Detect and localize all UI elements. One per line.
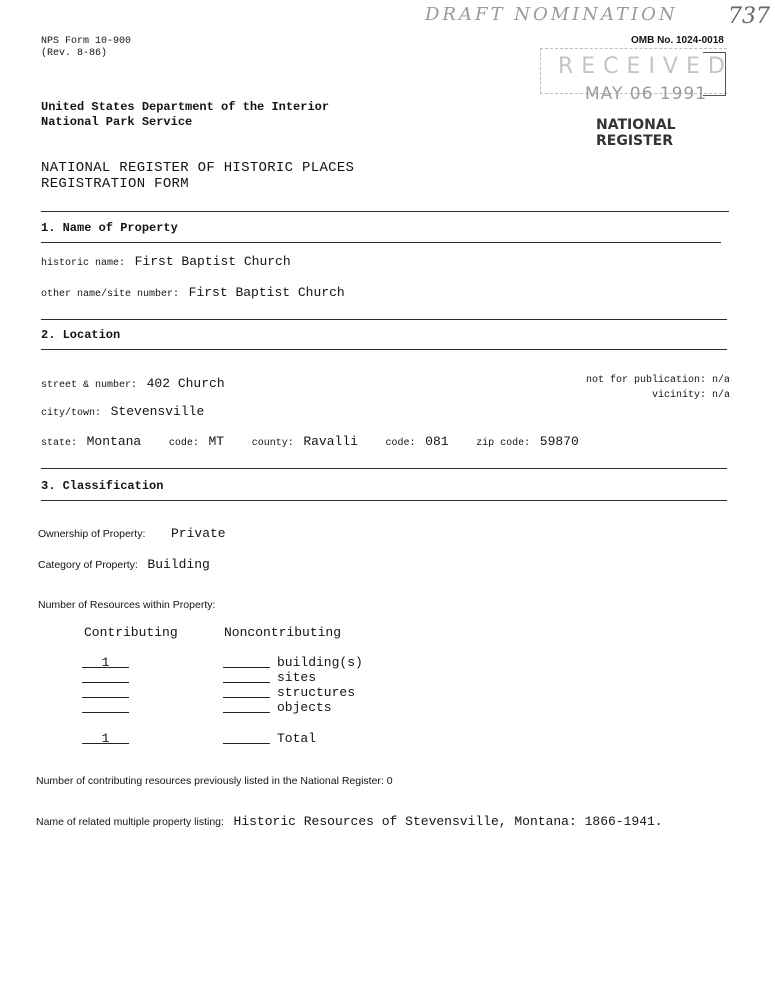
previously-listed-label: Number of contributing resources previously listed in the National Register: — [36, 775, 384, 787]
received-stamp — [540, 48, 733, 104]
stamp-national: NATIONAL — [596, 117, 676, 133]
stamp-register: REGISTER — [596, 133, 674, 149]
ownership-value: Private — [171, 526, 226, 541]
blank-line — [82, 697, 129, 698]
received-stamp-text: RECEIVED — [558, 54, 733, 79]
county-label: county: — [251, 438, 294, 449]
zip-value: 59870 — [539, 434, 579, 449]
section-rule — [41, 242, 721, 243]
county-code-value: 081 — [425, 434, 449, 449]
other-name-row — [41, 283, 345, 301]
form-title-line2: REGISTRATION FORM — [41, 176, 189, 192]
not-for-publication: not for publication: n/a — [585, 375, 730, 386]
contributing-total: 1 — [101, 731, 110, 746]
section-2-heading: 2. Location — [41, 328, 121, 342]
category-label: Category of Property: — [38, 559, 138, 571]
contributing-count: 1 — [101, 655, 110, 670]
county-value: Ravalli — [303, 434, 358, 449]
section-3-heading: 3. Classification — [41, 479, 164, 493]
historic-name-row — [41, 252, 291, 270]
contributing-header: Contributing — [84, 625, 178, 640]
department-name: United States Department of the Interior — [41, 100, 330, 114]
previously-listed-row — [36, 775, 393, 787]
county-code-label: code: — [385, 438, 416, 449]
multiple-listing-label: Name of related multiple property listing: — [36, 816, 224, 828]
blank-line — [223, 682, 270, 683]
street-value: 402 Church — [146, 376, 225, 391]
service-name: National Park Service — [41, 115, 193, 129]
section-rule — [41, 500, 727, 501]
state-label: state: — [41, 438, 78, 449]
handwritten-number: 737 — [728, 4, 770, 29]
section-rule — [41, 211, 729, 212]
multiple-listing-value: Historic Resources of Stevensville, Montana: 1866-1941. — [233, 814, 663, 829]
blank-line — [82, 712, 129, 713]
street-row — [41, 374, 225, 392]
blank-line — [82, 743, 129, 744]
city-row — [41, 402, 204, 420]
category-value: Building — [147, 557, 210, 572]
other-name-value: First Baptist Church — [188, 285, 345, 300]
blank-line — [223, 667, 270, 668]
ownership-label: Ownership of Property: — [38, 528, 146, 540]
section-rule — [41, 468, 727, 469]
total-label: Total — [277, 731, 317, 746]
state-value: Montana — [86, 434, 142, 449]
street-label: street & number: — [41, 380, 138, 391]
zip-label: zip code: — [476, 438, 531, 449]
state-row — [41, 432, 579, 450]
resource-label: structures — [277, 685, 356, 700]
omb-number: OMB No. 1024-0018 — [631, 35, 724, 46]
historic-name-value: First Baptist Church — [134, 254, 291, 269]
blank-line — [82, 667, 129, 668]
previously-listed-value: 0 — [386, 775, 393, 787]
stamp-date: MAY 06 1991 — [585, 84, 708, 104]
category-row — [38, 555, 210, 573]
blank-line — [82, 682, 129, 683]
historic-name-label: historic name: — [41, 258, 126, 269]
ownership-row — [38, 524, 226, 542]
vicinity: vicinity: n/a — [651, 390, 730, 401]
resource-label: building(s) — [277, 655, 363, 670]
other-name-label: other name/site number: — [41, 289, 180, 300]
section-1-heading: 1. Name of Property — [41, 221, 178, 235]
state-code-label: code: — [168, 438, 199, 449]
form-revision: (Rev. 8-86) — [41, 48, 108, 59]
blank-line — [223, 697, 270, 698]
resource-label: sites — [277, 670, 317, 685]
multiple-listing-row — [36, 812, 663, 830]
blank-line — [223, 743, 270, 744]
form-title-line1: NATIONAL REGISTER OF HISTORIC PLACES — [41, 160, 355, 176]
city-value: Stevensville — [110, 404, 205, 419]
noncontributing-header: Noncontributing — [224, 625, 342, 640]
handwritten-annotation: DRAFT NOMINATION — [425, 4, 678, 25]
section-rule — [41, 319, 727, 320]
state-code-value: MT — [208, 434, 225, 449]
section-rule — [41, 349, 727, 350]
resources-label: Number of Resources within Property: — [38, 599, 216, 611]
resource-label: objects — [277, 700, 332, 715]
blank-line — [223, 712, 270, 713]
form-number: NPS Form 10-900 — [41, 36, 132, 47]
city-label: city/town: — [41, 408, 102, 419]
